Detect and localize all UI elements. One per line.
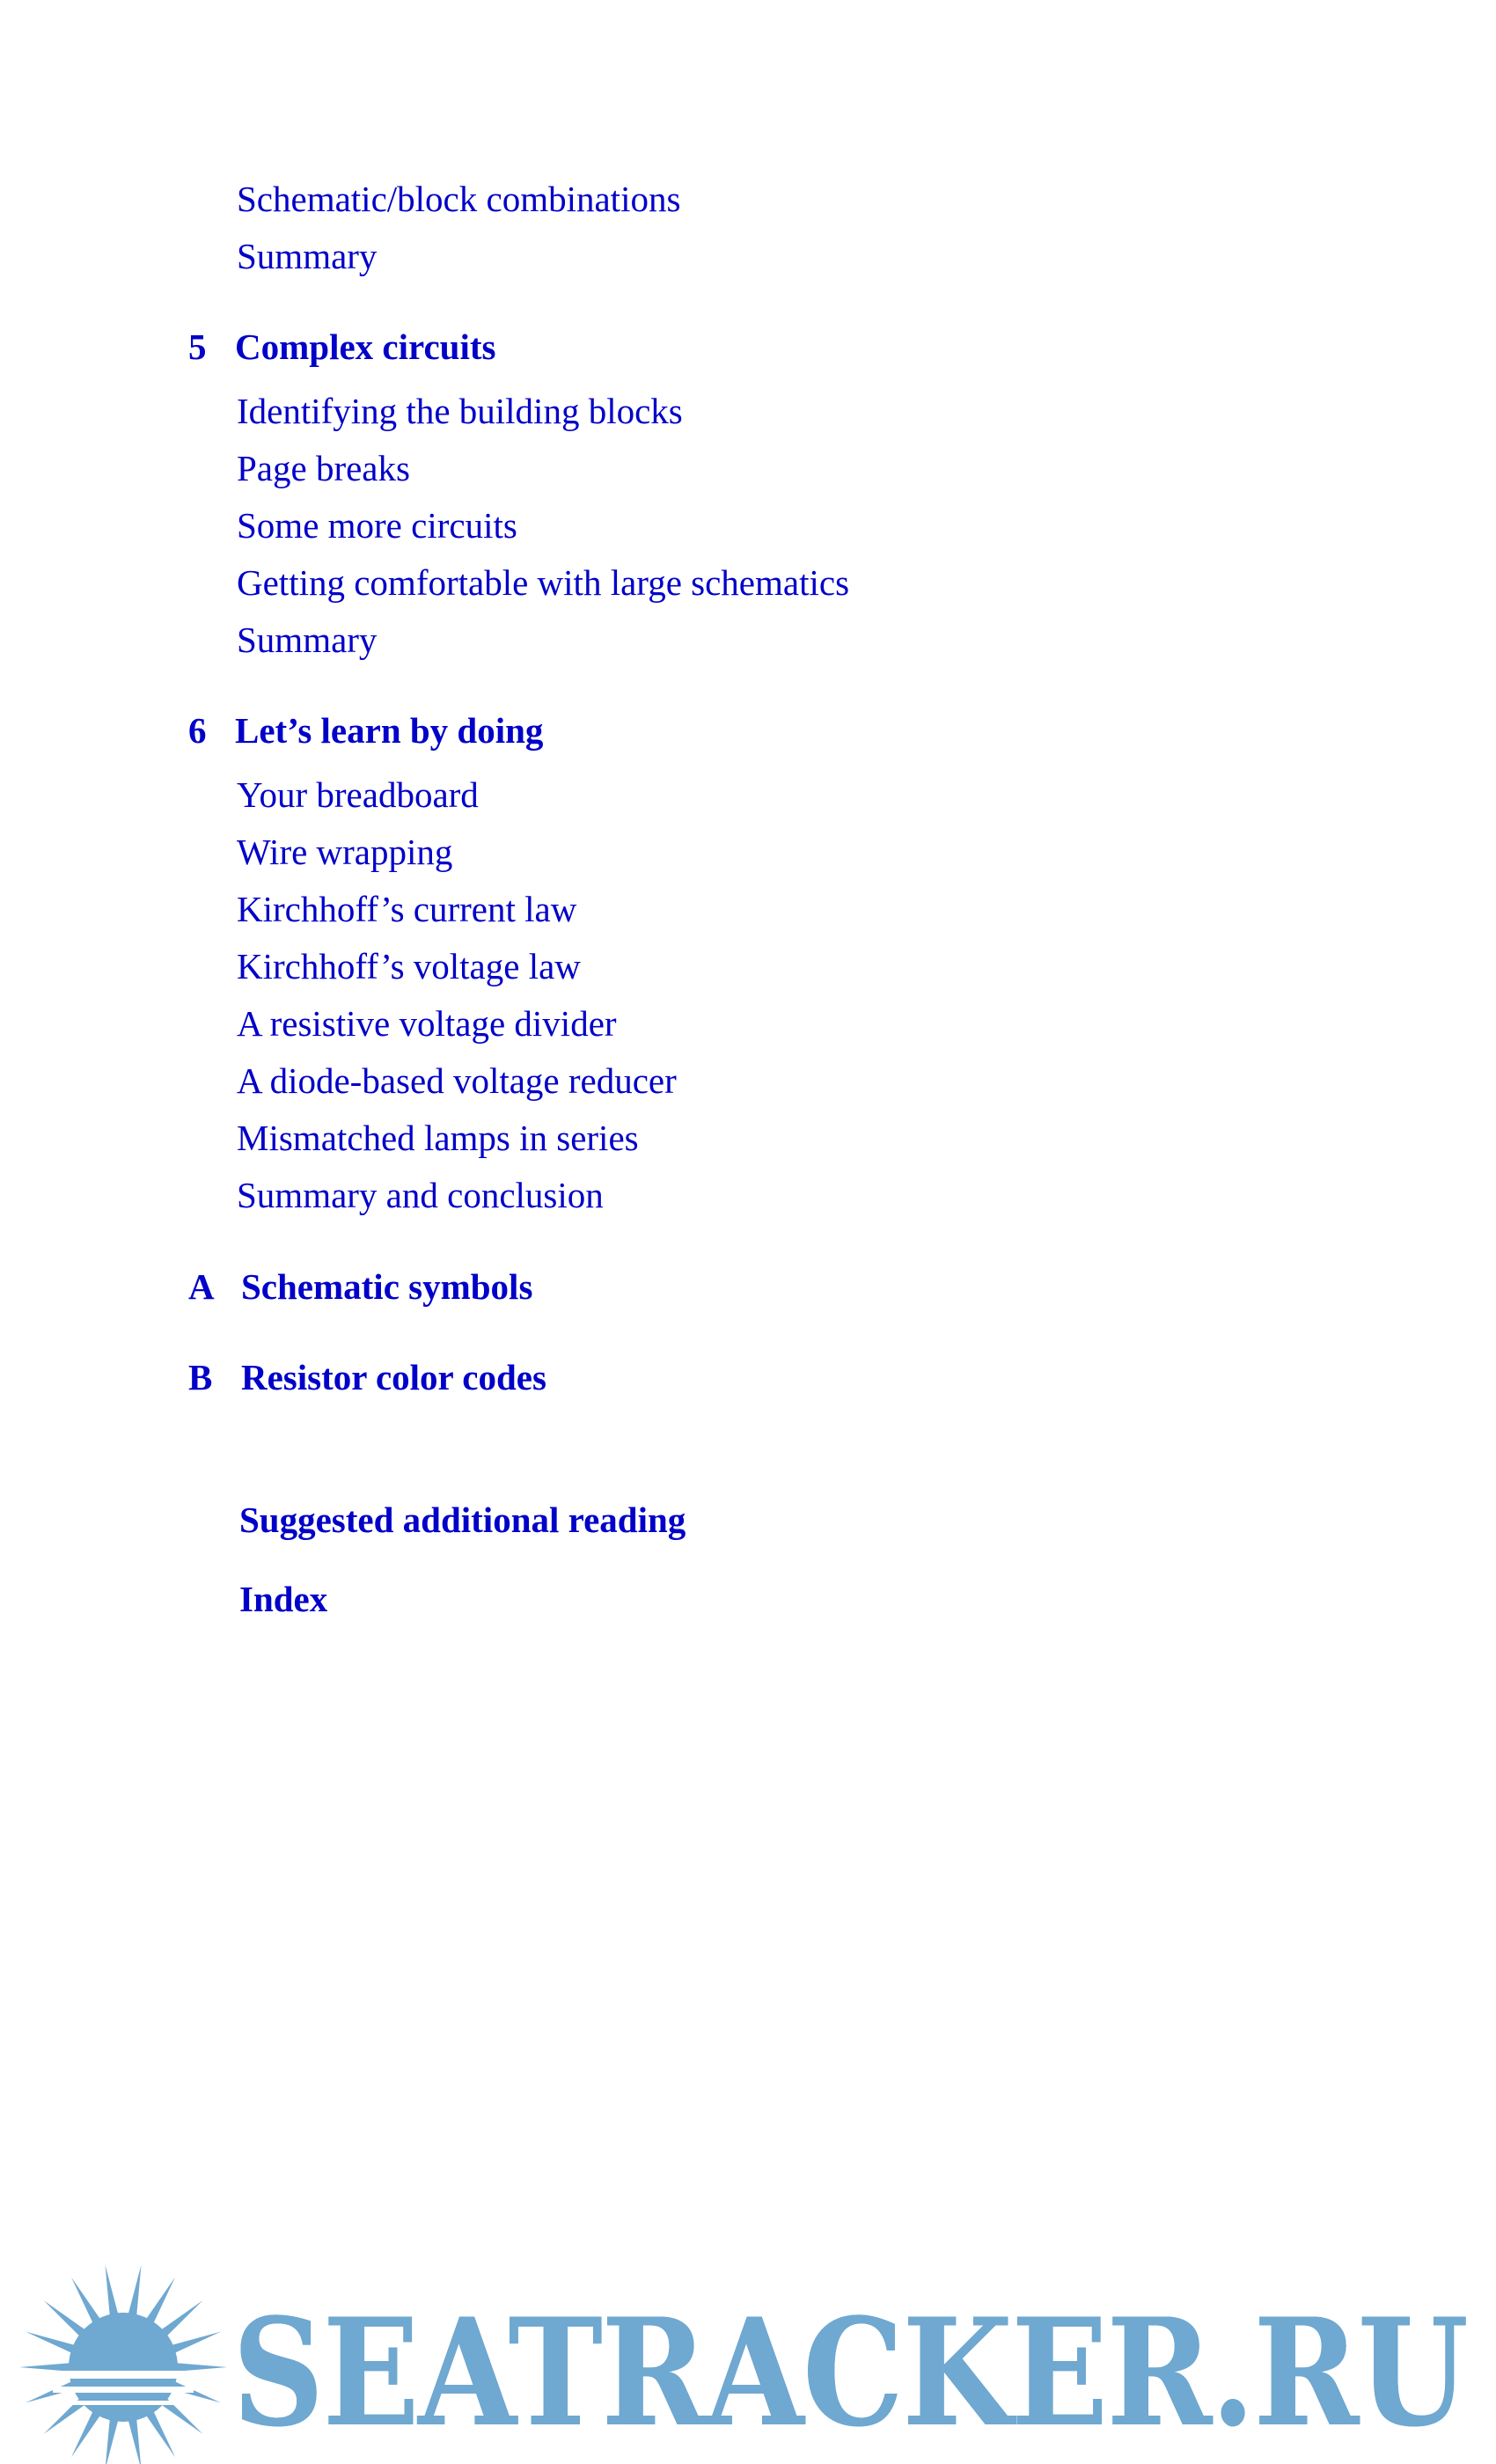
- sun-ray: [106, 2265, 120, 2321]
- sun-ray: [172, 2363, 227, 2372]
- toc-item-resistive-voltage-divider[interactable]: A resistive voltage divider: [237, 1003, 617, 1044]
- toc-item-summary[interactable]: Summary: [237, 620, 378, 660]
- toc-suggested-reading[interactable]: Suggested additional reading: [239, 1500, 686, 1540]
- toc-item-your-breadboard[interactable]: Your breadboard: [237, 774, 479, 815]
- appendix-title: Resistor color codes: [241, 1357, 546, 1397]
- sun-logo-icon: [18, 2253, 229, 2464]
- chapter-title: Complex circuits: [235, 326, 496, 367]
- appendix-letter: A: [188, 1266, 215, 1307]
- toc-item-kirchhoffs-voltage-law[interactable]: Kirchhoff’s voltage law: [237, 946, 581, 986]
- toc-appendix-b[interactable]: [188, 1357, 546, 1397]
- toc-item-large-schematics[interactable]: Getting comfortable with large schematics: [237, 562, 850, 603]
- chapter-number: 6: [188, 710, 207, 751]
- toc-item-identifying-building-blocks[interactable]: Identifying the building blocks: [237, 391, 683, 431]
- toc-item-wire-wrapping[interactable]: Wire wrapping: [237, 832, 453, 872]
- toc-chapter-6[interactable]: [188, 710, 544, 751]
- watermark-text: SEATRACKER.RU: [232, 2285, 1468, 2460]
- appendix-title: Schematic symbols: [241, 1266, 533, 1307]
- toc-item-page-breaks[interactable]: Page breaks: [237, 448, 410, 488]
- toc-item-some-more-circuits[interactable]: Some more circuits: [237, 505, 517, 546]
- toc-item-diode-voltage-reducer[interactable]: A diode-based voltage reducer: [237, 1060, 677, 1101]
- appendix-letter: B: [188, 1357, 213, 1397]
- toc-item-summary-and-conclusion[interactable]: Summary and conclusion: [237, 1175, 604, 1215]
- toc-item-summary[interactable]: Summary: [237, 236, 378, 276]
- toc-chapter-5[interactable]: [188, 326, 496, 367]
- toc-index[interactable]: Index: [239, 1579, 328, 1619]
- chapter-title: Let’s learn by doing: [235, 710, 544, 751]
- toc-appendix-a[interactable]: [188, 1266, 533, 1307]
- chapter-number: 5: [188, 326, 207, 367]
- sun-ray: [19, 2363, 75, 2372]
- toc-item-schematic-block-combinations[interactable]: Schematic/block combinations: [237, 179, 681, 219]
- toc-item-kirchhoffs-current-law[interactable]: Kirchhoff’s current law: [237, 889, 577, 929]
- toc-item-mismatched-lamps[interactable]: Mismatched lamps in series: [237, 1118, 639, 1158]
- watermark: [0, 2253, 1496, 2464]
- sun-ray: [127, 2265, 141, 2321]
